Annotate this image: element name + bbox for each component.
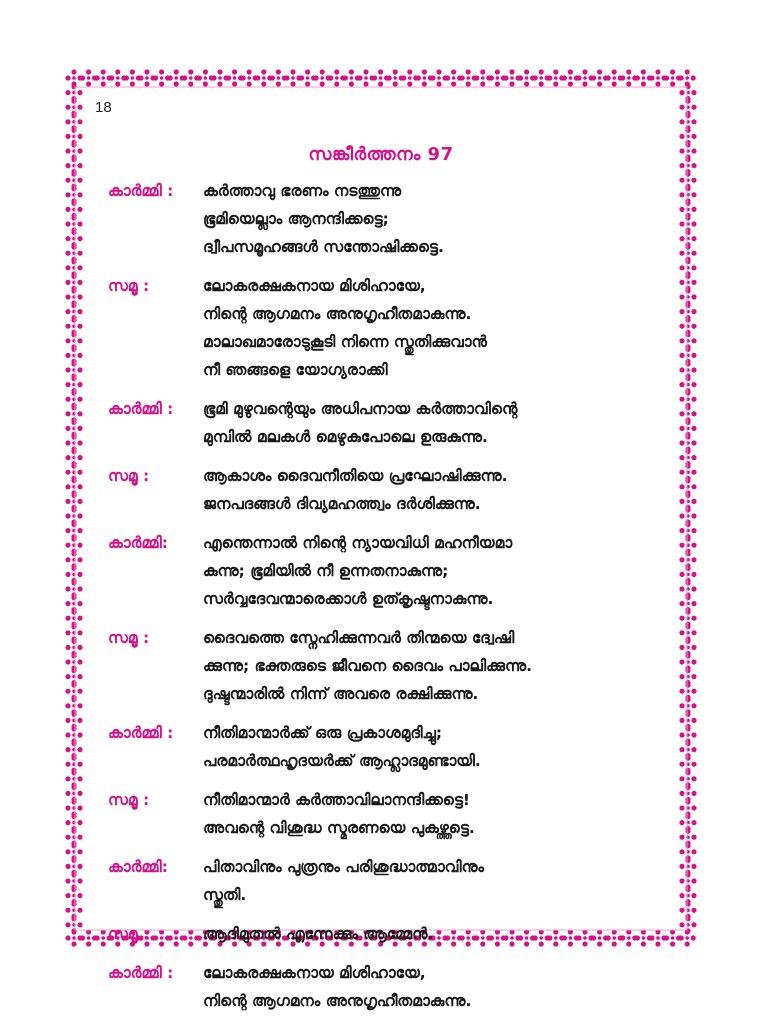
stanza xyxy=(108,462,668,518)
speaker-label: കാർമ്മി : xyxy=(108,964,174,982)
verse-line: ആദിമുതൽ എന്നേക്കും ആമ്മേൻ. xyxy=(203,925,434,943)
verse-line: കുന്നു; ഭൂമിയിൽ നീ ഉന്നതനാകുന്നു; xyxy=(203,562,449,580)
speaker-label: കാർമ്മി : xyxy=(108,724,174,742)
verse-line: നീതിമാന്മാർക്ക് ഒരു പ്രകാശമുദിച്ചു; xyxy=(203,724,443,742)
verse-line: ഭൂമി മുഴുവന്റെയും അധിപനായ കർത്താവിന്റെ xyxy=(203,400,518,418)
stanza-lines xyxy=(203,462,668,518)
stanza xyxy=(108,853,668,909)
page-title: സങ്കീർത്തനം 97 xyxy=(308,144,454,165)
stanza-lines xyxy=(203,177,668,261)
verse-line: ഭൂമിയെല്ലാം ആനന്ദിക്കട്ടെ; xyxy=(203,210,389,228)
verse-line: നീ ഞങ്ങളെ യോഗ്യരാക്കി xyxy=(203,361,388,379)
verse-line: ലോകരക്ഷകനായ മിശിഹായേ, xyxy=(203,277,426,295)
verse-line: കർത്താവു ഭരണം നടത്തുന്നു xyxy=(203,182,402,200)
speaker-label: കാർമ്മി: xyxy=(108,858,168,876)
stanza-lines xyxy=(203,395,668,451)
stanza xyxy=(108,920,668,948)
stanza xyxy=(108,959,668,1015)
verse-line: മാലാഖമാരോടുകൂടി നിന്നെ സ്തുതിക്കുവാൻ xyxy=(203,333,487,351)
speaker-label: കാർമ്മി : xyxy=(108,400,174,418)
verse-line: നിന്റെ ആഗമനം അനുഗൃഹീതമാകുന്നു. xyxy=(203,992,472,1010)
verse-line: ആകാശം ദൈവനീതിയെ പ്രഘോഷിക്കുന്നു. xyxy=(203,467,508,485)
verse-line: ദുഷ്ടന്മാരിൽ നിന്ന് അവരെ രക്ഷിക്കുന്നു. xyxy=(203,685,479,703)
speaker-label: കാർമ്മി : xyxy=(108,182,174,200)
stanza xyxy=(108,395,668,451)
verse-line: നിന്റെ ആഗമനം അനുഗൃഹീതമാകുന്നു. xyxy=(203,305,472,323)
speaker-label: സമൂ : xyxy=(108,629,150,647)
stanza xyxy=(108,177,668,261)
verse-line: ജനപദങ്ങൾ ദിവ്യമഹത്ത്വം ദർശിക്കുന്നു. xyxy=(203,495,481,513)
stanza-lines xyxy=(203,786,668,842)
verse-line: ക്കുന്നു; ഭക്തരുടെ ജീവനെ ദൈവം പാലിക്കുന്നു. xyxy=(203,657,532,675)
stanza-lines xyxy=(203,624,668,708)
stanza-lines xyxy=(203,920,668,948)
verse-line: സ്തുതി. xyxy=(203,886,247,904)
verse-line: ലോകരക്ഷകനായ മിശിഹായേ, xyxy=(203,964,426,982)
stanza-lines xyxy=(203,272,668,384)
stanza-lines xyxy=(203,853,668,909)
stanza xyxy=(108,624,668,708)
psalm-text xyxy=(108,177,668,1026)
verse-line: ദൈവത്തെ സ്നേഹിക്കുന്നവർ തിന്മയെ ദ്വേഷി xyxy=(203,629,515,647)
stanza-lines xyxy=(203,719,668,775)
speaker-label: സമൂ : xyxy=(108,925,150,943)
speaker-label: കാർമ്മി: xyxy=(108,534,168,552)
verse-line: എന്തെന്നാൽ നിന്റെ ന്യായവിധി മഹനീയമാ xyxy=(203,534,513,552)
verse-line: സർവ്വദേവന്മാരെക്കാൾ ഉത്കൃഷ്ടനാകുന്നു. xyxy=(203,590,494,608)
stanza-lines xyxy=(203,959,668,1015)
verse-line: അവന്റെ വിശുദ്ധ സ്മരണയെ പുകഴ്ത്തട്ടെ. xyxy=(203,819,475,837)
verse-line: പരമാർത്ഥഹൃദയർക്ക് ആഹ്ലാദമുണ്ടായി. xyxy=(203,752,481,770)
stanza-lines xyxy=(203,529,668,613)
stanza xyxy=(108,719,668,775)
speaker-label: സമൂ : xyxy=(108,277,150,295)
stanza xyxy=(108,272,668,384)
speaker-label: സമൂ : xyxy=(108,791,150,809)
verse-line: മുമ്പിൽ മലകൾ മെഴുകുപോലെ ഉരുകുന്നു. xyxy=(203,428,488,446)
speaker-label: സമൂ : xyxy=(108,467,150,485)
page-number: 18 xyxy=(95,99,112,116)
verse-line: നീതിമാന്മാർ കർത്താവിലാനന്ദിക്കട്ടെ! xyxy=(203,791,470,809)
verse-line: ദ്വീപസമൂഹങ്ങൾ സന്തോഷിക്കട്ടെ. xyxy=(203,238,444,256)
stanza xyxy=(108,529,668,613)
verse-line: പിതാവിനും പുത്രനും പരിശുദ്ധാത്മാവിനും xyxy=(203,858,485,876)
stanza xyxy=(108,786,668,842)
